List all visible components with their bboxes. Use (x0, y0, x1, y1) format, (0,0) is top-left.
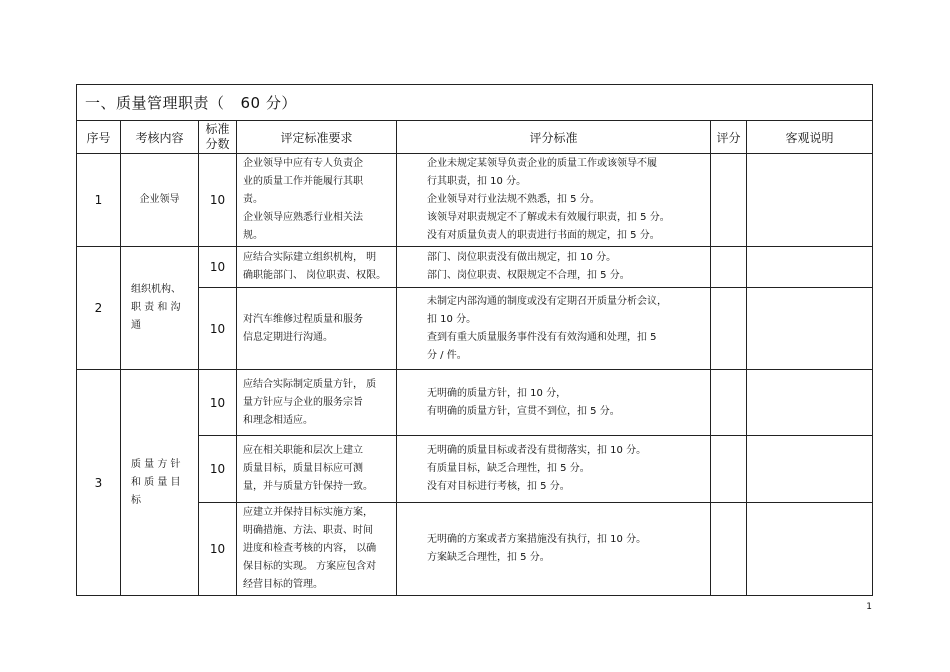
content-line: 和 质 量 目 (131, 476, 181, 488)
content-line: 组织机构、 (131, 284, 181, 295)
row-requirement (237, 154, 397, 247)
header-requirement: 评定标准要求 (237, 121, 397, 154)
header-standard-score-line1: 标准 (205, 122, 230, 136)
row-criteria (397, 154, 711, 247)
req-line: 量，并与质量方针保持一致。 (243, 481, 373, 492)
page-number: 1 (866, 602, 872, 612)
row-criteria (397, 503, 711, 596)
row-requirement (237, 247, 397, 288)
req-line: 应在相关职能和层次上建立 (243, 445, 363, 456)
req-line: 对汽车维修过程质量和服务 (243, 313, 363, 325)
row-criteria (397, 247, 711, 288)
req-line: 业的质量工作并能履行其职 (243, 176, 363, 187)
crit-line: 没有对目标进行考核，扣 5 分。 (427, 481, 570, 492)
crit-line: 企业领导对行业法规不熟悉，扣 5 分。 (427, 194, 600, 205)
remark-cell[interactable] (747, 247, 873, 288)
row-score: 10 (199, 154, 237, 247)
row-index: 1 (77, 154, 121, 247)
content-line: 质 量 方 针 (131, 458, 181, 470)
assessment-table (76, 84, 873, 596)
section-title-row (77, 85, 873, 121)
content-line: 标 (131, 494, 141, 506)
crit-line: 方案缺乏合理性，扣 5 分。 (427, 552, 550, 563)
section-title (77, 85, 873, 121)
row-score: 10 (199, 503, 237, 596)
remark-cell[interactable] (747, 370, 873, 436)
crit-line: 未制定内部沟通的制度或没有定期召开质量分析会议， (427, 295, 667, 307)
crit-line: 该领导对职责规定不了解或未有效履行职责，扣 5 分。 (427, 212, 670, 223)
row-score: 10 (199, 436, 237, 503)
row-criteria (397, 370, 711, 436)
header-rating: 评分 (711, 121, 747, 154)
header-index: 序号 (77, 121, 121, 154)
header-standard-score (199, 121, 237, 154)
crit-line: 无明确的方案或者方案措施没有执行，扣 10 分。 (427, 534, 647, 545)
rating-cell[interactable] (711, 503, 747, 596)
req-line: 和理念相适应。 (243, 414, 313, 426)
content-line: 职 责 和 沟 (131, 302, 181, 313)
crit-line: 部门、岗位职责没有做出规定，扣 10 分。 (427, 252, 617, 263)
crit-line: 没有对质量负责人的职责进行书面的规定，扣 5 分。 (427, 230, 660, 241)
row-requirement (237, 288, 397, 370)
remark-cell[interactable] (747, 288, 873, 370)
table-row (77, 154, 873, 247)
req-line: 应结合实际制定质量方针， 质 (243, 378, 377, 390)
req-line: 经营目标的管理。 (243, 579, 323, 590)
content-line: 通 (131, 320, 141, 331)
crit-line: 无明确的质量目标或者没有贯彻落实，扣 10 分。 (427, 445, 647, 456)
crit-line: 扣 10 分。 (427, 313, 477, 325)
crit-line: 有质量目标，缺乏合理性，扣 5 分。 (427, 463, 590, 474)
row-requirement (237, 503, 397, 596)
req-line: 信息定期进行沟通。 (243, 331, 333, 343)
req-line: 企业领导应熟悉行业相关法 (243, 212, 363, 223)
row-content: 企业领导 (121, 154, 199, 247)
row-criteria (397, 288, 711, 370)
section-title-text: 一、质量管理职责（ (85, 94, 225, 112)
crit-line: 无明确的质量方针，扣 10 分， (427, 387, 567, 399)
row-content (121, 370, 199, 596)
row-score: 10 (199, 247, 237, 288)
crit-line: 分 / 件。 (427, 349, 467, 361)
remark-cell[interactable] (747, 503, 873, 596)
req-line: 质量目标，质量目标应可测 (243, 463, 363, 474)
table-row (77, 370, 873, 436)
header-remark: 客观说明 (747, 121, 873, 154)
req-line: 企业领导中应有专人负责企 (243, 158, 363, 169)
req-line: 责。 (243, 194, 263, 205)
crit-line: 行其职责，扣 10 分。 (427, 176, 527, 187)
req-line: 应建立并保持目标实施方案， (243, 507, 373, 518)
row-content (121, 247, 199, 370)
req-line: 应结合实际建立组织机构， 明 (243, 252, 377, 263)
header-content: 考核内容 (121, 121, 199, 154)
rating-cell[interactable] (711, 247, 747, 288)
crit-line: 有明确的质量方针，宣贯不到位，扣 5 分。 (427, 405, 620, 417)
req-line: 进度和检查考核的内容， 以确 (243, 543, 377, 554)
req-line: 保目标的实现。 方案应包含对 (243, 561, 377, 572)
row-requirement (237, 370, 397, 436)
req-line: 量方针应与企业的服务宗旨 (243, 396, 363, 408)
remark-cell[interactable] (747, 154, 873, 247)
table-row (77, 247, 873, 288)
header-row (77, 121, 873, 154)
req-line: 规。 (243, 230, 263, 241)
rating-cell[interactable] (711, 436, 747, 503)
crit-line: 部门、岗位职责、权限规定不合理，扣 5 分。 (427, 270, 630, 281)
row-index: 2 (77, 247, 121, 370)
req-line: 确职能部门、 岗位职责、权限。 (243, 270, 387, 281)
req-line: 明确措施、方法、职责、时间 (243, 525, 373, 536)
section-score: 60 分） (240, 94, 297, 112)
row-score: 10 (199, 288, 237, 370)
crit-line: 查到有重大质量服务事件没有有效沟通和处理，扣 5 (427, 331, 657, 343)
rating-cell[interactable] (711, 370, 747, 436)
rating-cell[interactable] (711, 288, 747, 370)
row-index: 3 (77, 370, 121, 596)
row-requirement (237, 436, 397, 503)
remark-cell[interactable] (747, 436, 873, 503)
crit-line: 企业未规定某领导负责企业的质量工作或该领导不履 (427, 158, 657, 169)
row-score: 10 (199, 370, 237, 436)
row-criteria (397, 436, 711, 503)
rating-cell[interactable] (711, 154, 747, 247)
header-criteria: 评分标准 (397, 121, 711, 154)
header-standard-score-line2: 分数 (205, 137, 230, 151)
